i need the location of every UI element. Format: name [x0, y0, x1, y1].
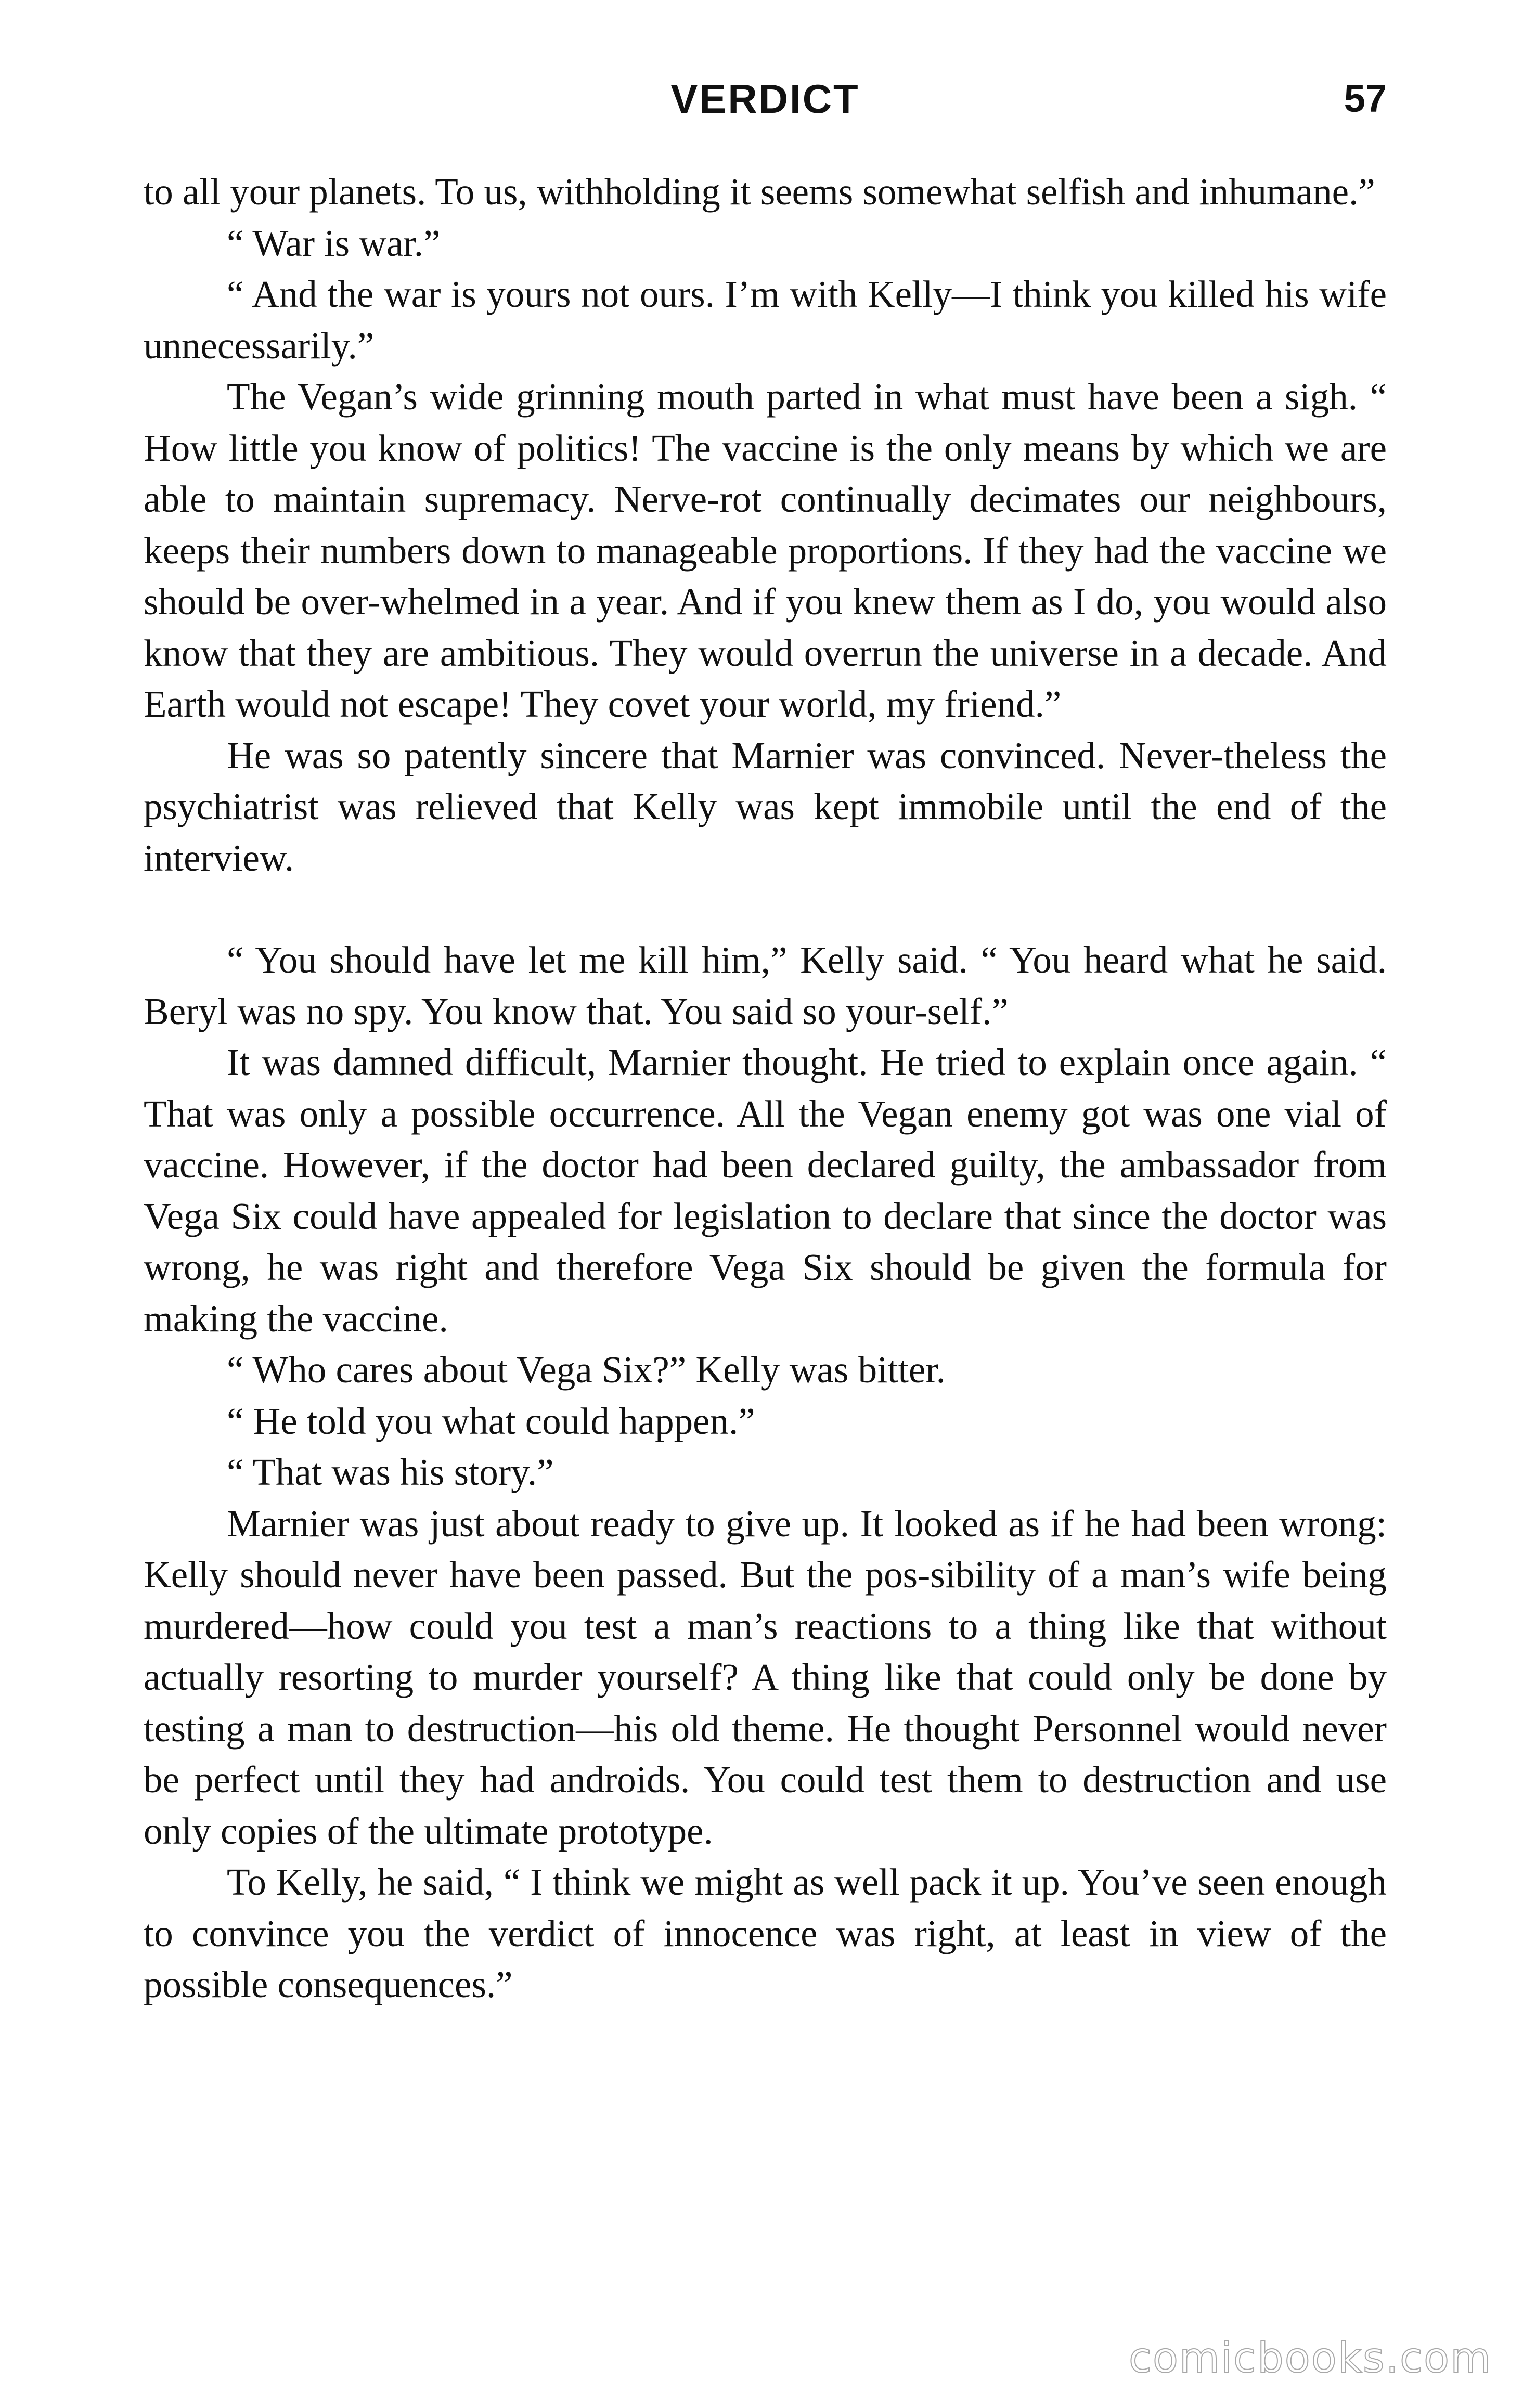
site-watermark: comicbooks.com [1128, 2334, 1492, 2382]
chapter-title: VERDICT [670, 76, 860, 122]
paragraph-5: He was so patently sincere that Marnier was convinced. Never-theless the psychiatrist was relieved that Kelly was kept immobile until the end of the interview. [144, 734, 1387, 879]
body-text [144, 166, 1387, 2011]
paragraph-7: It was damned difficult, Marnier thought. He tried to explain once again. “ That was only a possible occurrence. All the Vegan enemy got was one vial of vaccine. However, if the doctor had been declared guilty, the ambassador from Vega Six could have appealed for legislation to declare that since the doctor was wrong, he was right and therefore Vega Six should be given the formula for making the vaccine. [144, 1041, 1387, 1340]
paragraph-9: “ He told you what could happen.” [227, 1400, 755, 1442]
paragraph-6: “ You should have let me kill him,” Kelly said. “ You heard what he said. Beryl was no spy. You know that. You said so your-self.” [144, 939, 1387, 1032]
paragraph-3: “ And the war is yours not ours. I’m with Kelly—I think you killed his wife unnecessarily.” [144, 273, 1387, 367]
paragraph-2: “ War is war.” [227, 222, 441, 264]
paragraph-10: “ That was his story.” [227, 1451, 554, 1493]
page-number: 57 [1344, 77, 1387, 120]
paragraph-8: “ Who cares about Vega Six?” Kelly was bitter. [227, 1349, 946, 1391]
paragraph-4: The Vegan’s wide grinning mouth parted in what must have been a sigh. “ How little you know of politics! The vaccine is the only means by which we are able to maintain supremacy. Nerve-rot continually decimates our neighbours, keeps their numbers down to manageable proportions. If they had the vaccine we should be over-whelmed in a year. And if you knew them as I do, you would also know that they are ambitious. They would overrun the universe in a decade. And Earth would not escape! They covet your world, my friend.” [144, 376, 1387, 725]
paragraph-12: To Kelly, he said, “ I think we might as well pack it up. You’ve seen enough to convince you the verdict of innocence was right, at least in view of the possible consequences.” [144, 1861, 1387, 2005]
running-head [144, 73, 1387, 130]
paragraph-11: Marnier was just about ready to give up. It looked as if he had been wrong: Kelly should never have been passed. But the pos-sibility of a man’s wife being murdered—how could you test a man’s reactions to a thing like that without actually resorting to murder yourself? A thing like that could only be done by testing a man to destruction—his old theme. He thought Personnel would never be perfect until they had androids. You could test them to destruction and use only copies of the ultimate prototype. [144, 1502, 1387, 1852]
paragraph-1: to all your planets. To us, withholding it seems somewhat selfish and inhumane.” [144, 171, 1375, 213]
